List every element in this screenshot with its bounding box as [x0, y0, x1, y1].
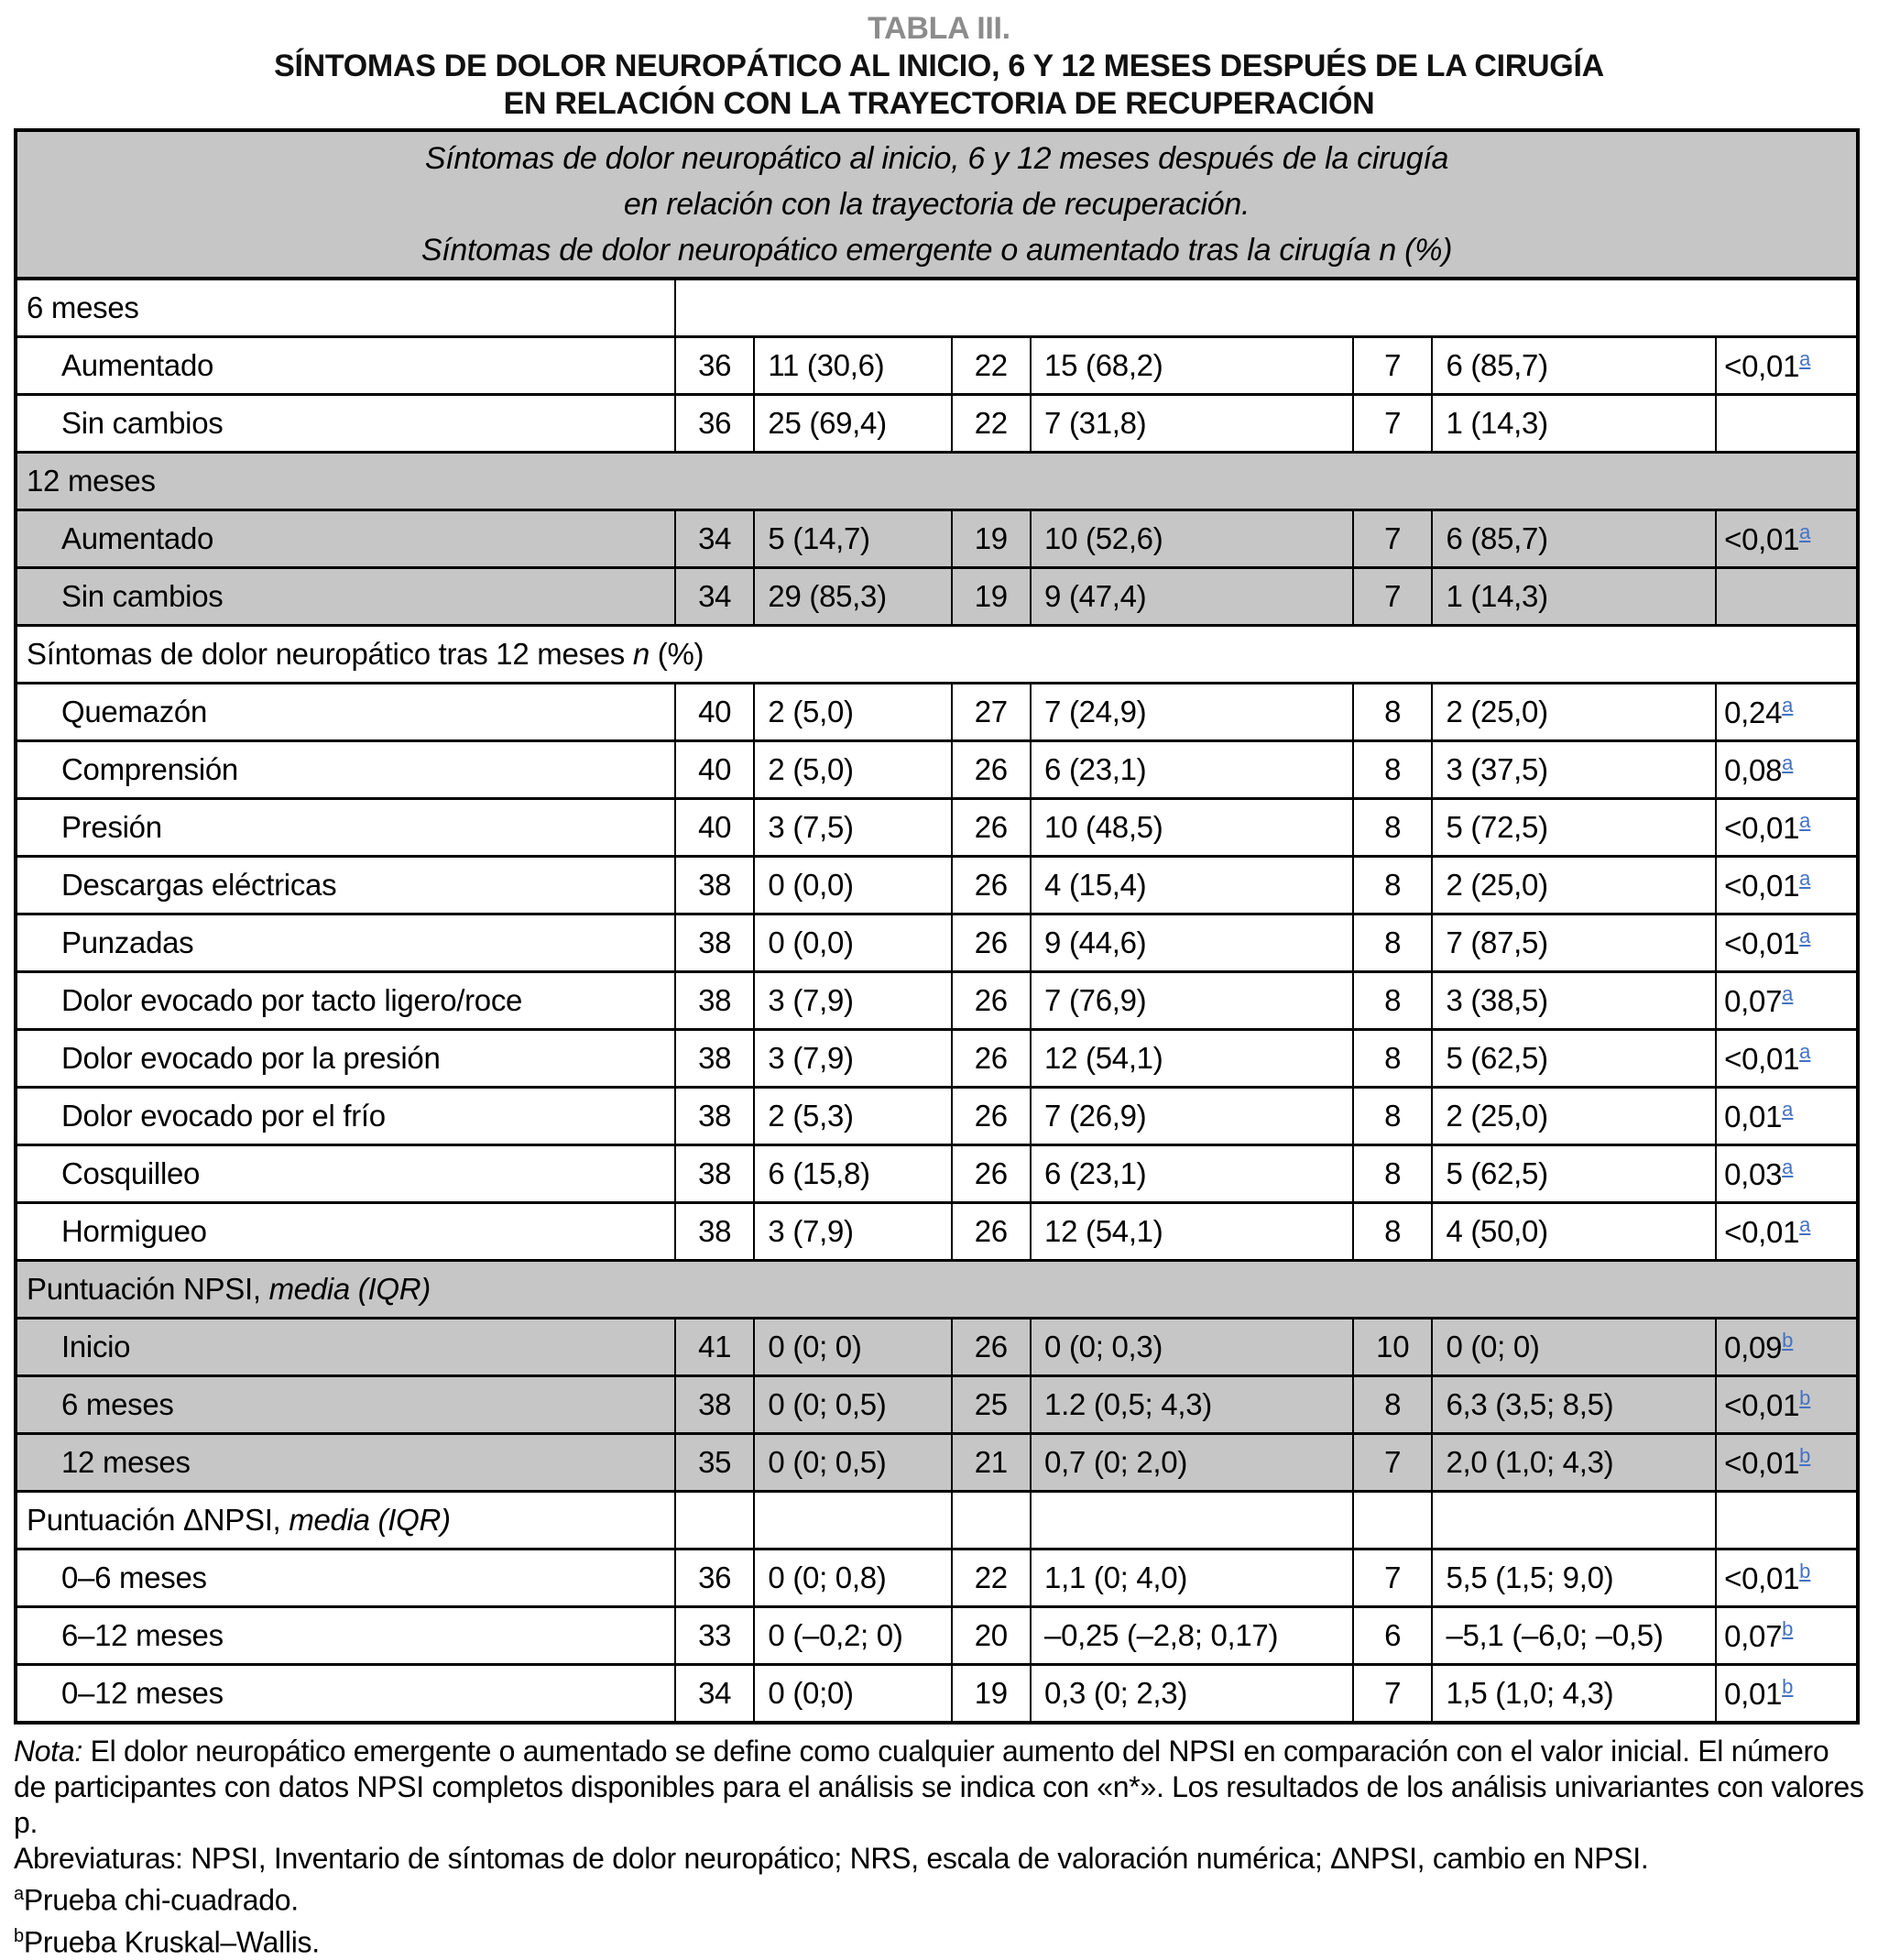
- p-value: 0,01: [1724, 1677, 1783, 1711]
- p-value-cell: [1716, 1203, 1858, 1261]
- n-cell: 26: [952, 1145, 1031, 1203]
- table-row: [16, 1203, 1858, 1261]
- row-label: Hormigueo: [16, 1203, 675, 1261]
- table-row: [16, 914, 1858, 972]
- n-cell: 21: [952, 1434, 1031, 1492]
- symptoms-table: [14, 128, 1860, 1725]
- n-cell: 7: [1353, 395, 1432, 453]
- footnote-ref-a[interactable]: a: [1799, 520, 1811, 543]
- footnote-b: [14, 1919, 1864, 1960]
- row-label: Sin cambios: [16, 395, 675, 453]
- section-row: [16, 1492, 1858, 1549]
- p-value-cell: [1716, 1319, 1858, 1376]
- value-cell: 0 (0; 0,3): [1031, 1319, 1353, 1376]
- table-row: [16, 684, 1858, 741]
- p-value-cell: [1716, 1549, 1858, 1607]
- value-cell: 0 (0; 0,5): [754, 1376, 951, 1434]
- table-row: [16, 1145, 1858, 1203]
- p-value-cell: [1716, 1665, 1858, 1724]
- footnote-ref-a[interactable]: a: [1782, 751, 1794, 774]
- value-cell: 3 (7,9): [754, 972, 951, 1030]
- row-label: Aumentado: [16, 510, 675, 568]
- table-header-line-2: en relación con la trayectoria de recuperación.: [623, 187, 1250, 222]
- p-value-cell: [1716, 857, 1858, 914]
- value-cell: 6 (15,8): [754, 1145, 951, 1203]
- row-label: Dolor evocado por la presión: [16, 1030, 675, 1088]
- p-value: 0,07: [1724, 1619, 1783, 1653]
- p-value: <0,01: [1724, 349, 1800, 383]
- table-row: [16, 1030, 1858, 1088]
- table-row: [16, 972, 1858, 1030]
- p-value-cell: [1716, 510, 1858, 568]
- section-label: 6 meses: [16, 279, 675, 337]
- value-cell: –5,1 (–6,0; –0,5): [1432, 1607, 1716, 1665]
- footnote-ref-b[interactable]: b: [1799, 1560, 1811, 1582]
- footnote-ref-a[interactable]: a: [1799, 1213, 1811, 1236]
- p-value: <0,01: [1724, 1042, 1800, 1076]
- value-cell: 0 (0,0): [754, 857, 951, 914]
- section-label: Síntomas de dolor neuropático tras 12 meses n (%): [16, 626, 1858, 684]
- value-cell: 2 (25,0): [1432, 857, 1716, 914]
- n-cell: 36: [675, 1549, 754, 1607]
- footnote-ref-b[interactable]: b: [1782, 1329, 1794, 1352]
- footnote-a: [14, 1877, 1864, 1919]
- value-cell: 5 (62,5): [1432, 1030, 1716, 1088]
- empty-cell: [1031, 1492, 1353, 1549]
- value-cell: 0 (0; 0): [1432, 1319, 1716, 1376]
- n-cell: 26: [952, 857, 1031, 914]
- n-cell: 7: [1353, 1549, 1432, 1607]
- n-cell: 38: [675, 1030, 754, 1088]
- n-cell: 27: [952, 684, 1031, 741]
- p-value: <0,01: [1724, 1561, 1800, 1595]
- p-value-cell: [1716, 395, 1858, 453]
- n-cell: 34: [675, 510, 754, 568]
- table-row: [16, 395, 1858, 453]
- value-cell: 0 (0,0): [754, 914, 951, 972]
- value-cell: 3 (7,9): [754, 1030, 951, 1088]
- n-cell: 8: [1353, 1030, 1432, 1088]
- n-cell: 38: [675, 1145, 754, 1203]
- value-cell: 9 (44,6): [1031, 914, 1353, 972]
- value-cell: 2 (5,3): [754, 1088, 951, 1145]
- value-cell: 10 (48,5): [1031, 799, 1353, 857]
- row-label: Comprensión: [16, 741, 675, 799]
- footnote-a-marker: a: [14, 1884, 24, 1904]
- n-cell: 38: [675, 972, 754, 1030]
- n-cell: 40: [675, 799, 754, 857]
- value-cell: 11 (30,6): [754, 337, 951, 395]
- section-row: [16, 1261, 1858, 1319]
- value-cell: 0,7 (0; 2,0): [1031, 1434, 1353, 1492]
- p-value-cell: [1716, 1434, 1858, 1492]
- n-cell: 8: [1353, 741, 1432, 799]
- value-cell: 0 (–0,2; 0): [754, 1607, 951, 1665]
- table-row: [16, 337, 1858, 395]
- n-cell: 36: [675, 337, 754, 395]
- footnote-ref-b[interactable]: b: [1799, 1386, 1811, 1409]
- row-label: 0–12 meses: [16, 1665, 675, 1724]
- p-value-cell: [1716, 1607, 1858, 1665]
- value-cell: 10 (52,6): [1031, 510, 1353, 568]
- value-cell: 0 (0;0): [754, 1665, 951, 1724]
- n-cell: 38: [675, 1376, 754, 1434]
- section-label: Puntuación ΔNPSI, media (IQR): [16, 1492, 675, 1549]
- section-row: [16, 626, 1858, 684]
- n-cell: 40: [675, 684, 754, 741]
- p-value-cell: [1716, 1145, 1858, 1203]
- table-header-line-3: Síntomas de dolor neuropático emergente o aumentado tras la cirugía n (%): [420, 233, 1453, 268]
- row-label: Inicio: [16, 1319, 675, 1376]
- value-cell: 2 (5,0): [754, 684, 951, 741]
- value-cell: 7 (87,5): [1432, 914, 1716, 972]
- p-value-cell: [1716, 1088, 1858, 1145]
- n-cell: 36: [675, 395, 754, 453]
- table-row: [16, 799, 1858, 857]
- n-cell: 22: [952, 337, 1031, 395]
- p-value-cell: [1716, 1376, 1858, 1434]
- row-label: Aumentado: [16, 337, 675, 395]
- row-label: Dolor evocado por tacto ligero/roce: [16, 972, 675, 1030]
- p-value: <0,01: [1724, 1388, 1800, 1422]
- p-value: 0,24: [1724, 695, 1783, 729]
- n-cell: 6: [1353, 1607, 1432, 1665]
- value-cell: 0 (0; 0): [754, 1319, 951, 1376]
- value-cell: 1.2 (0,5; 4,3): [1031, 1376, 1353, 1434]
- n-cell: 26: [952, 741, 1031, 799]
- n-cell: 38: [675, 1203, 754, 1261]
- abbreviations-line: Abreviaturas: NPSI, Inventario de síntomas de dolor neuropático; NRS, escala de valoración numérica; ΔNPSI, cambio en NPSI.: [14, 1842, 1649, 1875]
- footnote-ref-a[interactable]: a: [1782, 694, 1794, 717]
- value-cell: 1,5 (1,0; 4,3): [1432, 1665, 1716, 1724]
- value-cell: 7 (76,9): [1031, 972, 1353, 1030]
- p-value: 0,08: [1724, 753, 1783, 787]
- value-cell: 6 (23,1): [1031, 1145, 1353, 1203]
- value-cell: 5,5 (1,5; 9,0): [1432, 1549, 1716, 1607]
- table-row: [16, 568, 1858, 626]
- value-cell: 6 (85,7): [1432, 510, 1716, 568]
- p-value: <0,01: [1724, 1446, 1800, 1480]
- row-label: Descargas eléctricas: [16, 857, 675, 914]
- p-value-cell: [1716, 799, 1858, 857]
- n-cell: 41: [675, 1319, 754, 1376]
- n-cell: 22: [952, 1549, 1031, 1607]
- value-cell: 12 (54,1): [1031, 1030, 1353, 1088]
- n-cell: 8: [1353, 914, 1432, 972]
- value-cell: 2 (25,0): [1432, 1088, 1716, 1145]
- row-label: Dolor evocado por el frío: [16, 1088, 675, 1145]
- section-row: [16, 279, 1858, 337]
- p-value-cell: [1716, 684, 1858, 741]
- value-cell: 5 (14,7): [754, 510, 951, 568]
- footnote-ref-b[interactable]: b: [1782, 1675, 1794, 1698]
- n-cell: 8: [1353, 972, 1432, 1030]
- section-label: 12 meses: [16, 453, 1858, 510]
- value-cell: 3 (38,5): [1432, 972, 1716, 1030]
- footnote-ref-a[interactable]: a: [1799, 809, 1811, 832]
- row-label: Presión: [16, 799, 675, 857]
- empty-cell: [754, 1492, 951, 1549]
- empty-cell: [952, 1492, 1031, 1549]
- n-cell: 26: [952, 914, 1031, 972]
- value-cell: 0,3 (0; 2,3): [1031, 1665, 1353, 1724]
- value-cell: 3 (7,9): [754, 1203, 951, 1261]
- footnote-ref-a[interactable]: a: [1782, 1155, 1794, 1178]
- page-title-line-2: EN RELACIÓN CON LA TRAYECTORIA DE RECUPERACIÓN: [503, 86, 1375, 121]
- n-cell: 7: [1353, 337, 1432, 395]
- value-cell: 12 (54,1): [1031, 1203, 1353, 1261]
- p-value: 0,03: [1724, 1157, 1783, 1191]
- table-row: [16, 1607, 1858, 1665]
- row-label: 6 meses: [16, 1376, 675, 1434]
- footnote-ref-a[interactable]: a: [1782, 982, 1794, 1005]
- row-label: 0–6 meses: [16, 1549, 675, 1607]
- n-cell: 8: [1353, 1088, 1432, 1145]
- n-cell: 26: [952, 1319, 1031, 1376]
- table-row: [16, 510, 1858, 568]
- row-label: 12 meses: [16, 1434, 675, 1492]
- p-value: 0,09: [1724, 1330, 1783, 1364]
- row-label: Cosquilleo: [16, 1145, 675, 1203]
- p-value-cell: [1716, 741, 1858, 799]
- value-cell: 1 (14,3): [1432, 395, 1716, 453]
- value-cell: 5 (62,5): [1432, 1145, 1716, 1203]
- value-cell: 6 (23,1): [1031, 741, 1353, 799]
- table-row: [16, 1434, 1858, 1492]
- n-cell: 35: [675, 1434, 754, 1492]
- note-text: El dolor neuropático emergente o aumentado se define como cualquier aumento del NPSI en comparación con el valor inicial. El número de participantes con datos NPSI completos disponibles para el análisis se indica con «n*». Los resultados de los análisis univariantes con valores p.: [14, 1735, 1864, 1839]
- n-cell: 8: [1353, 1203, 1432, 1261]
- n-cell: 7: [1353, 510, 1432, 568]
- section-row: [16, 453, 1858, 510]
- n-cell: 26: [952, 799, 1031, 857]
- n-cell: 40: [675, 741, 754, 799]
- p-value-cell: [1716, 568, 1858, 626]
- p-value: 0,01: [1724, 1100, 1783, 1133]
- empty-cell: [1716, 1492, 1858, 1549]
- table-row: [16, 857, 1858, 914]
- value-cell: 7 (31,8): [1031, 395, 1353, 453]
- n-cell: 34: [675, 568, 754, 626]
- table-footer: [14, 1734, 1864, 1960]
- value-cell: 29 (85,3): [754, 568, 951, 626]
- n-cell: 38: [675, 914, 754, 972]
- empty-cell: [675, 1492, 754, 1549]
- value-cell: 1 (14,3): [1432, 568, 1716, 626]
- table-header-row: [16, 130, 1858, 279]
- p-value: <0,01: [1724, 1215, 1800, 1249]
- p-value: 0,07: [1724, 984, 1783, 1018]
- n-cell: 19: [952, 568, 1031, 626]
- table-row: [16, 741, 1858, 799]
- page-title: [0, 0, 1878, 123]
- n-cell: 26: [952, 1203, 1031, 1261]
- n-cell: 26: [952, 1030, 1031, 1088]
- footnote-ref-a[interactable]: a: [1799, 347, 1811, 370]
- table-row: [16, 1088, 1858, 1145]
- n-cell: 19: [952, 510, 1031, 568]
- row-label: Sin cambios: [16, 568, 675, 626]
- p-value-cell: [1716, 337, 1858, 395]
- value-cell: 15 (68,2): [1031, 337, 1353, 395]
- footnote-ref-a[interactable]: a: [1782, 1098, 1794, 1121]
- table-header: [16, 130, 1858, 279]
- n-cell: 38: [675, 1088, 754, 1145]
- empty-cell: [1432, 1492, 1716, 1549]
- footnote-ref-b[interactable]: b: [1799, 1444, 1811, 1467]
- p-value: <0,01: [1724, 869, 1800, 903]
- n-cell: 8: [1353, 684, 1432, 741]
- value-cell: 2 (25,0): [1432, 684, 1716, 741]
- p-value-cell: [1716, 914, 1858, 972]
- note-label: Nota:: [14, 1735, 82, 1768]
- n-cell: 22: [952, 395, 1031, 453]
- n-cell: 8: [1353, 1376, 1432, 1434]
- n-cell: 26: [952, 972, 1031, 1030]
- p-value: <0,01: [1724, 926, 1800, 960]
- empty-cell: [1353, 1492, 1432, 1549]
- n-cell: 26: [952, 1088, 1031, 1145]
- n-cell: 19: [952, 1665, 1031, 1724]
- value-cell: 2,0 (1,0; 4,3): [1432, 1434, 1716, 1492]
- n-cell: 33: [675, 1607, 754, 1665]
- value-cell: 4 (15,4): [1031, 857, 1353, 914]
- n-cell: 25: [952, 1376, 1031, 1434]
- value-cell: 0 (0; 0,8): [754, 1549, 951, 1607]
- footnote-b-marker: b: [14, 1925, 24, 1946]
- table-body: [16, 130, 1858, 1723]
- n-cell: 10: [1353, 1319, 1432, 1376]
- value-cell: 6 (85,7): [1432, 337, 1716, 395]
- n-cell: 20: [952, 1607, 1031, 1665]
- p-value-cell: [1716, 972, 1858, 1030]
- table-header-line-1: Síntomas de dolor neuropático al inicio, 6 y 12 meses después de la cirugía: [424, 141, 1449, 176]
- table-row: [16, 1319, 1858, 1376]
- footnote-ref-a[interactable]: a: [1799, 925, 1811, 947]
- n-cell: 8: [1353, 799, 1432, 857]
- empty-cell: [675, 279, 1858, 337]
- n-cell: 7: [1353, 1665, 1432, 1724]
- table-row: [16, 1376, 1858, 1434]
- value-cell: 5 (72,5): [1432, 799, 1716, 857]
- row-label: Quemazón: [16, 684, 675, 741]
- value-cell: 9 (47,4): [1031, 568, 1353, 626]
- value-cell: 7 (26,9): [1031, 1088, 1353, 1145]
- p-value: <0,01: [1724, 522, 1800, 556]
- p-value-cell: [1716, 1030, 1858, 1088]
- footnote-a-text: Prueba chi-cuadrado.: [23, 1883, 299, 1917]
- value-cell: 4 (50,0): [1432, 1203, 1716, 1261]
- table-row: [16, 1665, 1858, 1724]
- footnote-ref-a[interactable]: a: [1799, 867, 1811, 890]
- footnote-ref-b[interactable]: b: [1782, 1617, 1794, 1640]
- value-cell: 3 (37,5): [1432, 741, 1716, 799]
- n-cell: 7: [1353, 568, 1432, 626]
- value-cell: 6,3 (3,5; 8,5): [1432, 1376, 1716, 1434]
- table-number-label: TABLA III.: [868, 11, 1010, 46]
- note-paragraph: [14, 1734, 1864, 1841]
- p-value: <0,01: [1724, 811, 1800, 845]
- page-title-line-1: SÍNTOMAS DE DOLOR NEUROPÁTICO AL INICIO, 6 Y 12 MESES DESPUÉS DE LA CIRUGÍA: [274, 49, 1604, 83]
- n-cell: 8: [1353, 857, 1432, 914]
- value-cell: 2 (5,0): [754, 741, 951, 799]
- footnote-b-text: Prueba Kruskal–Wallis.: [23, 1925, 320, 1959]
- n-cell: 8: [1353, 1145, 1432, 1203]
- row-label: 6–12 meses: [16, 1607, 675, 1665]
- row-label: Punzadas: [16, 914, 675, 972]
- table-row: [16, 1549, 1858, 1607]
- n-cell: 38: [675, 857, 754, 914]
- n-cell: 7: [1353, 1434, 1432, 1492]
- value-cell: 7 (24,9): [1031, 684, 1353, 741]
- value-cell: 25 (69,4): [754, 395, 951, 453]
- value-cell: –0,25 (–2,8; 0,17): [1031, 1607, 1353, 1665]
- value-cell: 0 (0; 0,5): [754, 1434, 951, 1492]
- n-cell: 34: [675, 1665, 754, 1724]
- section-label: Puntuación NPSI, media (IQR): [16, 1261, 1858, 1319]
- footnote-ref-a[interactable]: a: [1799, 1040, 1811, 1063]
- value-cell: 1,1 (0; 4,0): [1031, 1549, 1353, 1607]
- value-cell: 3 (7,5): [754, 799, 951, 857]
